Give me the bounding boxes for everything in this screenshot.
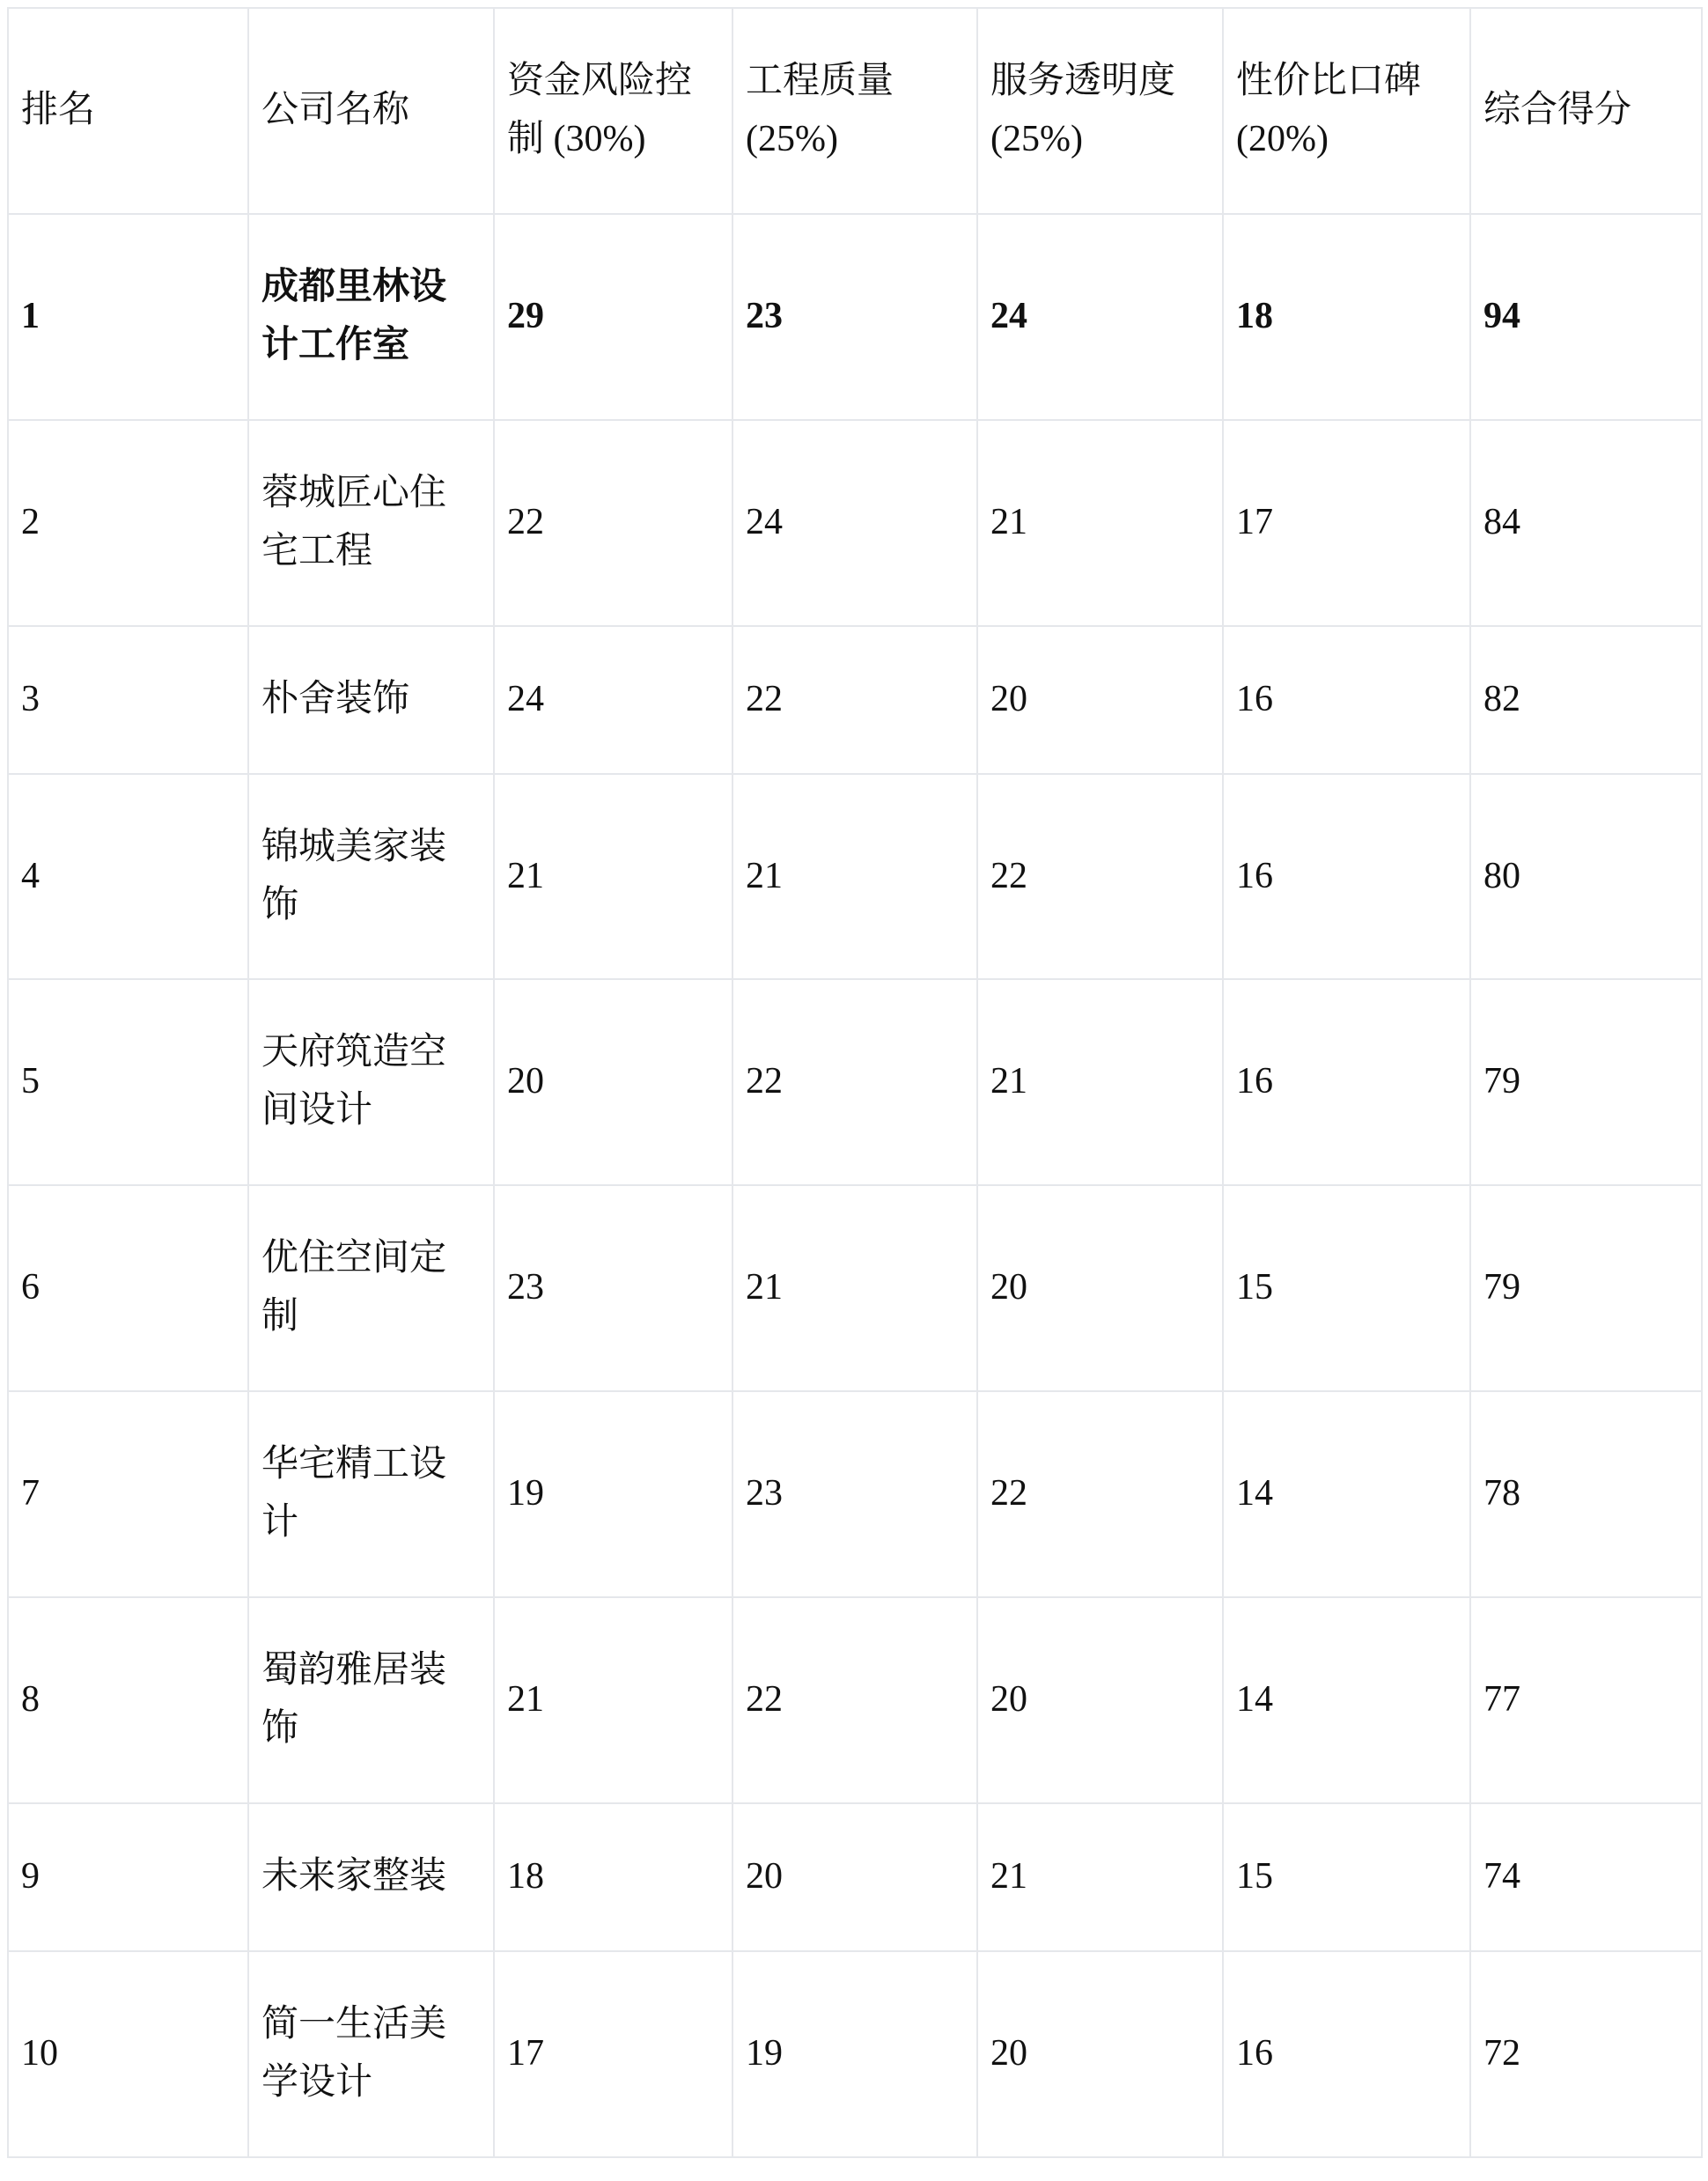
quality-score-cell: 22 <box>733 979 977 1185</box>
risk-score-cell: 23 <box>494 1185 733 1391</box>
risk-score-cell: 22 <box>494 420 733 626</box>
total-score-cell: 84 <box>1470 420 1702 626</box>
table-row <box>8 1185 1702 1391</box>
column-header-quality: 工程质量 (25%) <box>733 8 977 214</box>
header-row <box>8 8 1702 214</box>
quality-score-cell: 22 <box>733 626 977 774</box>
value-score-cell: 16 <box>1223 979 1470 1185</box>
transparency-score-cell: 22 <box>977 774 1223 980</box>
company-cell: 蓉城匠心住宅工程 <box>248 420 494 626</box>
table-row <box>8 1597 1702 1803</box>
quality-score-cell: 20 <box>733 1803 977 1951</box>
company-cell: 华宅精工设计 <box>248 1391 494 1597</box>
quality-score-cell: 24 <box>733 420 977 626</box>
column-header-company: 公司名称 <box>248 8 494 214</box>
company-cell: 锦城美家装饰 <box>248 774 494 980</box>
table-row <box>8 774 1702 980</box>
total-score-cell: 74 <box>1470 1803 1702 1951</box>
value-score-cell: 17 <box>1223 420 1470 626</box>
total-score-cell: 79 <box>1470 979 1702 1185</box>
value-score-cell: 15 <box>1223 1803 1470 1951</box>
value-score-cell: 16 <box>1223 774 1470 980</box>
value-score-cell: 15 <box>1223 1185 1470 1391</box>
quality-score-cell: 21 <box>733 774 977 980</box>
transparency-score-cell: 21 <box>977 420 1223 626</box>
rank-cell: 7 <box>8 1391 248 1597</box>
transparency-score-cell: 22 <box>977 1391 1223 1597</box>
value-score-cell: 14 <box>1223 1391 1470 1597</box>
company-cell: 简一生活美学设计 <box>248 1951 494 2157</box>
column-header-rank: 排名 <box>8 8 248 214</box>
risk-score-cell: 21 <box>494 1597 733 1803</box>
total-score-cell: 72 <box>1470 1951 1702 2157</box>
value-score-cell: 18 <box>1223 214 1470 420</box>
risk-score-cell: 21 <box>494 774 733 980</box>
total-score-cell: 79 <box>1470 1185 1702 1391</box>
company-cell: 成都里林设计工作室 <box>248 214 494 420</box>
rank-cell: 5 <box>8 979 248 1185</box>
rank-cell: 10 <box>8 1951 248 2157</box>
column-header-total: 综合得分 <box>1470 8 1702 214</box>
rank-cell: 8 <box>8 1597 248 1803</box>
company-cell: 朴舍装饰 <box>248 626 494 774</box>
total-score-cell: 78 <box>1470 1391 1702 1597</box>
company-ranking-table <box>7 7 1703 2158</box>
company-cell: 优住空间定制 <box>248 1185 494 1391</box>
column-header-transparency: 服务透明度 (25%) <box>977 8 1223 214</box>
transparency-score-cell: 20 <box>977 1185 1223 1391</box>
table-row <box>8 979 1702 1185</box>
column-header-risk: 资金风险控制 (30%) <box>494 8 733 214</box>
risk-score-cell: 18 <box>494 1803 733 1951</box>
transparency-score-cell: 24 <box>977 214 1223 420</box>
rank-cell: 4 <box>8 774 248 980</box>
table-row <box>8 214 1702 420</box>
table-row <box>8 420 1702 626</box>
column-header-value: 性价比口碑 (20%) <box>1223 8 1470 214</box>
company-cell: 蜀韵雅居装饰 <box>248 1597 494 1803</box>
value-score-cell: 16 <box>1223 626 1470 774</box>
quality-score-cell: 22 <box>733 1597 977 1803</box>
table-row <box>8 626 1702 774</box>
quality-score-cell: 23 <box>733 1391 977 1597</box>
rank-cell: 1 <box>8 214 248 420</box>
transparency-score-cell: 20 <box>977 626 1223 774</box>
transparency-score-cell: 20 <box>977 1951 1223 2157</box>
company-cell: 天府筑造空间设计 <box>248 979 494 1185</box>
rank-cell: 9 <box>8 1803 248 1951</box>
rank-cell: 6 <box>8 1185 248 1391</box>
table-row <box>8 1951 1702 2157</box>
risk-score-cell: 19 <box>494 1391 733 1597</box>
company-cell: 未来家整装 <box>248 1803 494 1951</box>
total-score-cell: 80 <box>1470 774 1702 980</box>
table-row <box>8 1391 1702 1597</box>
total-score-cell: 82 <box>1470 626 1702 774</box>
quality-score-cell: 19 <box>733 1951 977 2157</box>
table-row <box>8 1803 1702 1951</box>
rank-cell: 3 <box>8 626 248 774</box>
risk-score-cell: 20 <box>494 979 733 1185</box>
transparency-score-cell: 21 <box>977 1803 1223 1951</box>
value-score-cell: 16 <box>1223 1951 1470 2157</box>
transparency-score-cell: 21 <box>977 979 1223 1185</box>
value-score-cell: 14 <box>1223 1597 1470 1803</box>
risk-score-cell: 29 <box>494 214 733 420</box>
rank-cell: 2 <box>8 420 248 626</box>
quality-score-cell: 21 <box>733 1185 977 1391</box>
total-score-cell: 94 <box>1470 214 1702 420</box>
risk-score-cell: 17 <box>494 1951 733 2157</box>
total-score-cell: 77 <box>1470 1597 1702 1803</box>
risk-score-cell: 24 <box>494 626 733 774</box>
transparency-score-cell: 20 <box>977 1597 1223 1803</box>
quality-score-cell: 23 <box>733 214 977 420</box>
